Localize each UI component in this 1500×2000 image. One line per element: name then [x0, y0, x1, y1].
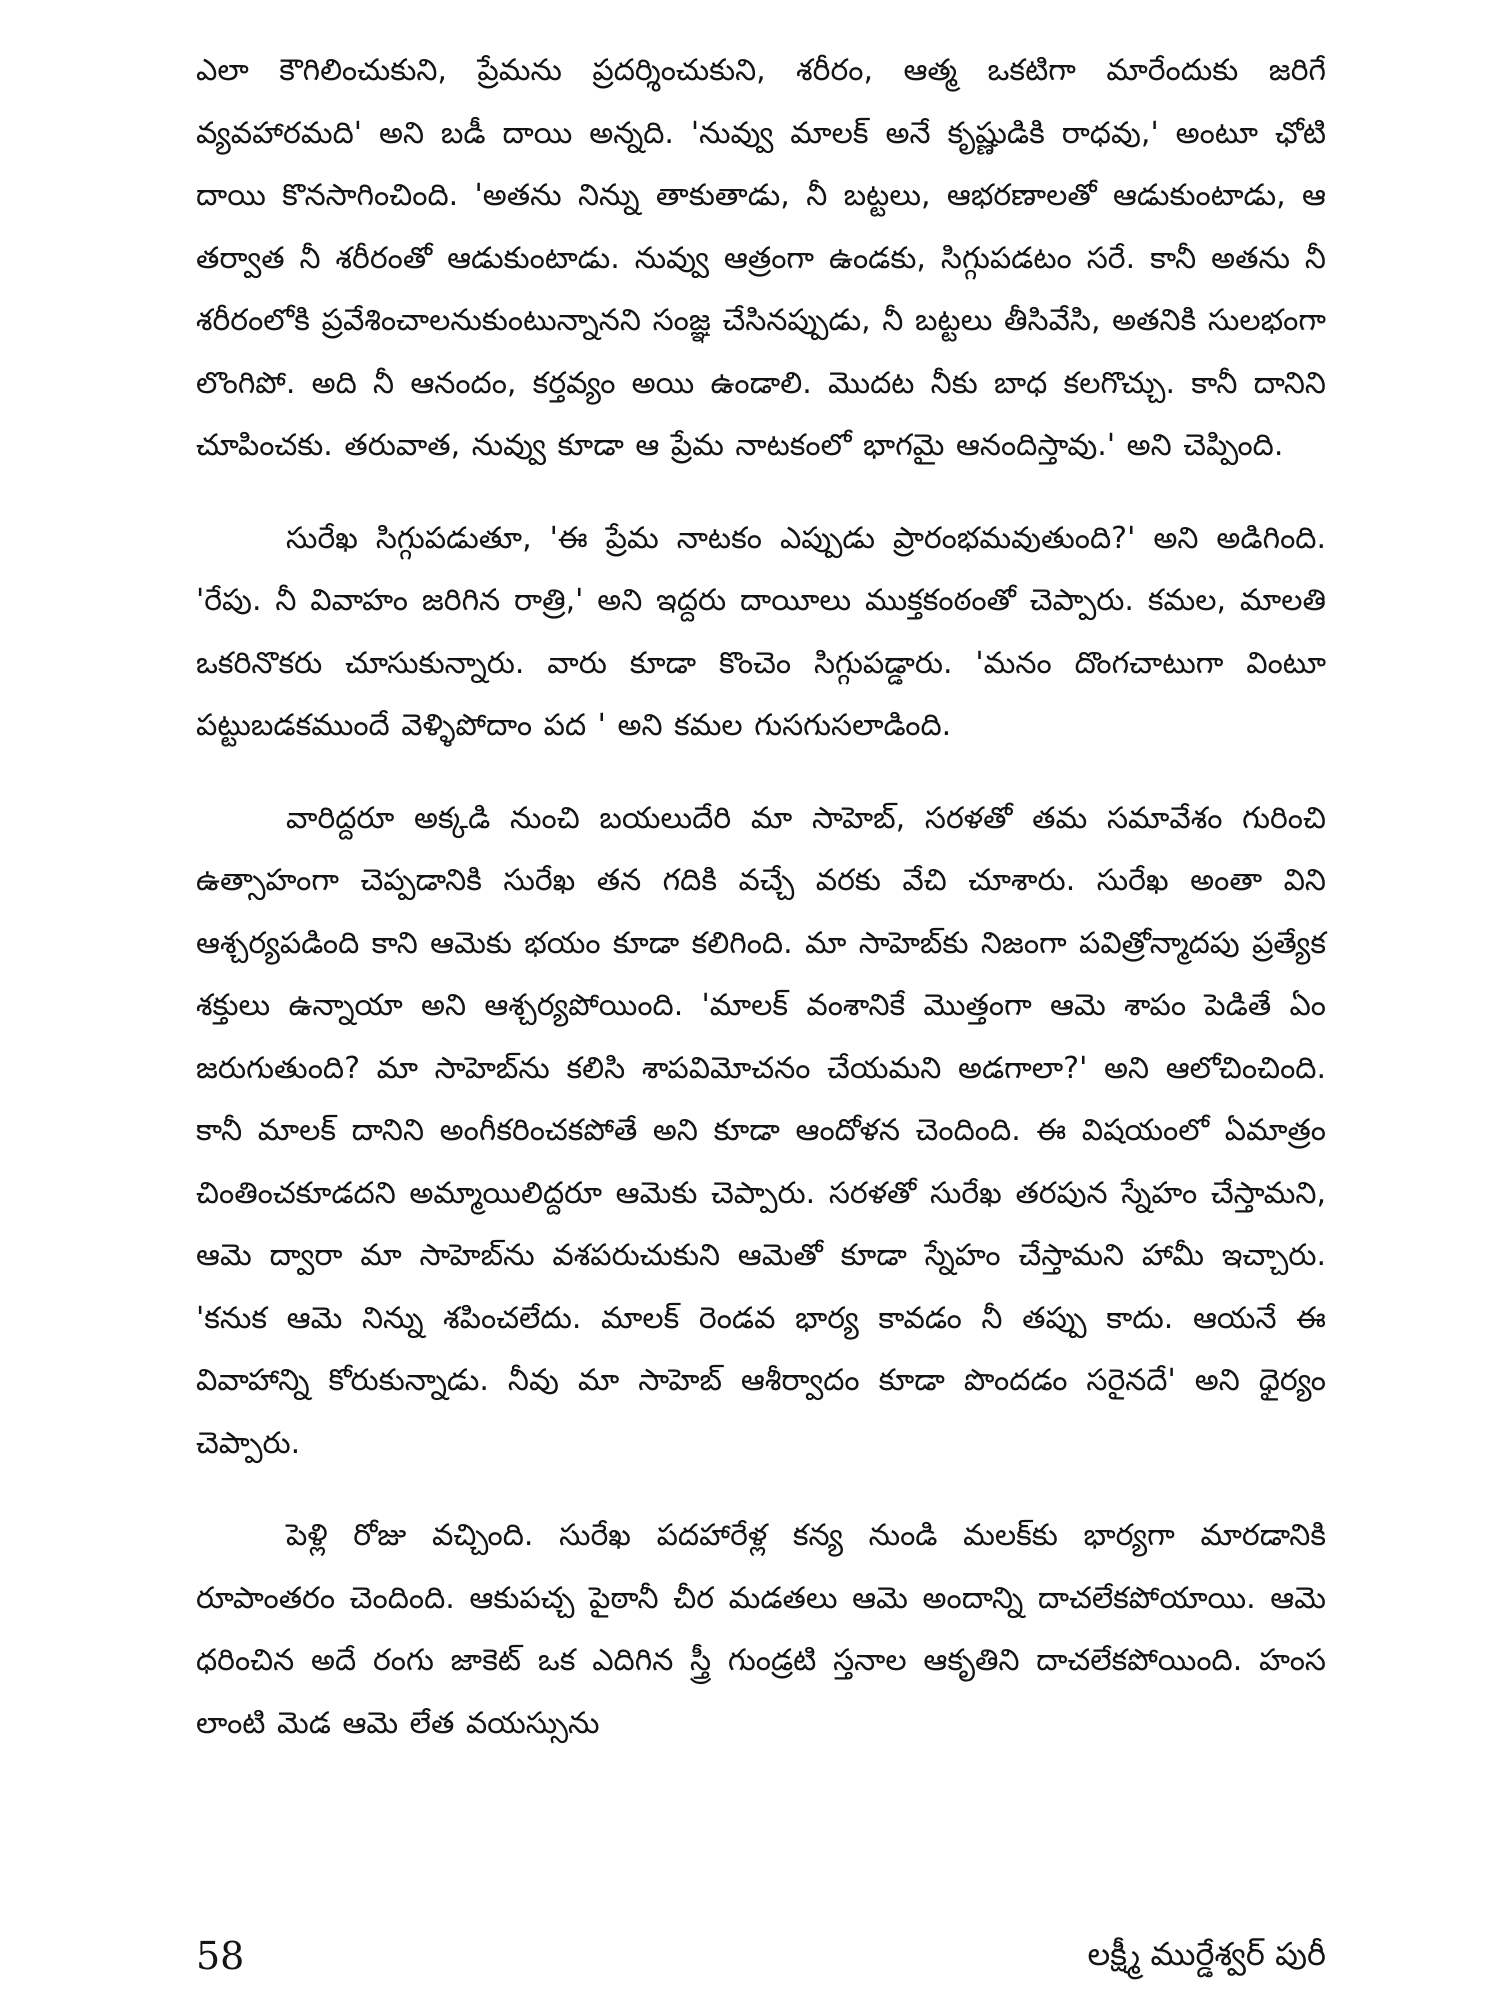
page-footer	[196, 1928, 1326, 1984]
paragraph-4: పెళ్లి రోజు వచ్చింది. సురేఖ పదహారేళ్ల కన్య నుండి మలక్‌కు భార్యగా మారడానికి రూపాంతరం చెందింది. ఆకుపచ్చ పైఠానీ చీర మడతలు ఆమె అందాన్ని దాచలేకపోయాయి. ఆమె ధరించిన అదే రంగు జాకెట్ ఒక ఎదిగిన స్త్రీ గుండ్రటి స్తనాల ఆకృతిని దాచలేకపోయింది. హంస లాంటి మెడ ఆమె లేత వయస్సును	[196, 1518, 1326, 1741]
paragraph-3: వారిద్దరూ అక్కడి నుంచి బయలుదేరి మా సాహెబ్, సరళతో తమ సమావేశం గురించి ఉత్సాహంగా చెప్పడానికి సురేఖ తన గదికి వచ్చే వరకు వేచి చూశారు. సురేఖ అంతా విని ఆశ్చర్యపడింది కాని ఆమెకు భయం కూడా కలిగింది. మా సాహెబ్‌కు నిజంగా పవిత్రోన్మాదపు ప్రత్యేక శక్తులు ఉన్నాయా అని ఆశ్చర్యపోయింది. 'మాలక్ వంశానికే మొత్తంగా ఆమె శాపం పెడితే ఏం జరుగుతుంది? మా సాహెబ్‌ను కలిసి శాపవిమోచనం చేయమని అడగాలా?' అని ఆలోచించింది. కానీ మాలక్ దానిని అంగీకరించకపోతే అని కూడా ఆందోళన చెందింది. ఈ విషయంలో ఏమాత్రం చింతించకూడదని అమ్మాయిలిద్దరూ ఆమెకు చెప్పారు. సరళతో సురేఖ తరపున స్నేహం చేస్తామని, ఆమె ద్వారా మా సాహెబ్‌ను వశపరుచుకుని ఆమెతో కూడా స్నేహం చేస్తామని హామీ ఇచ్చారు. 'కనుక ఆమె నిన్ను శపించలేదు. మాలక్ రెండవ భార్య కావడం నీ తప్పు కాదు. ఆయనే ఈ వివాహాన్ని కోరుకున్నాడు. నీవు మా సాహెబ్ ఆశీర్వాదం కూడా పొందడం సరైనదే' అని ధైర్యం చెప్పారు.	[196, 800, 1326, 1461]
paragraph-2: సురేఖ సిగ్గుపడుతూ, 'ఈ ప్రేమ నాటకం ఎప్పుడు ప్రారంభమవుతుంది?' అని అడిగింది. 'రేపు. నీ వివాహం జరిగిన రాత్రి,' అని ఇద్దరు దాయీలు ముక్తకంఠంతో చెప్పారు. కమల, మాలతి ఒకరినొకరు చూసుకున్నారు. వారు కూడా కొంచెం సిగ్గుపడ్డారు. 'మనం దొంగచాటుగా వింటూ పట్టుబడకముందే వెళ్ళిపోదాం పద ' అని కమల గుసగుసలాడింది.	[196, 520, 1326, 743]
author-name: లక్ష్మీ ముర్డేశ్వర్ పురీ	[1087, 1935, 1326, 1973]
paragraph-1: ఎలా కౌగిలించుకుని, ప్రేమను ప్రదర్శించుకుని, శరీరం, ఆత్మ ఒకటిగా మారేందుకు జరిగే వ్యవహారమది' అని బడీ దాయి అన్నది. 'నువ్వు మాలక్ అనే కృష్ణుడికి రాధవు,' అంటూ ఛోటి దాయి కొనసాగించింది. 'అతను నిన్ను తాకుతాడు, నీ బట్టలు, ఆభరణాలతో ఆడుకుంటాడు, ఆ తర్వాత నీ శరీరంతో ఆడుకుంటాడు. నువ్వు ఆత్రంగా ఉండకు, సిగ్గుపడటం సరే. కానీ అతను నీ శరీరంలోకి ప్రవేశించాలనుకుంటున్నానని సంజ్ఞ చేసినప్పుడు, నీ బట్టలు తీసివేసి, అతనికి సులభంగా లొంగిపో. అది నీ ఆనందం, కర్తవ్యం అయి ఉండాలి. మొదట నీకు బాధ కలగొచ్చు. కానీ దానిని చూపించకు. తరువాత, నువ్వు కూడా ఆ ప్రేమ నాటకంలో భాగమై ఆనందిస్తావు.' అని చెప్పింది.	[196, 53, 1326, 463]
body-text	[196, 40, 1326, 1785]
page-number: 58	[196, 1934, 245, 1978]
